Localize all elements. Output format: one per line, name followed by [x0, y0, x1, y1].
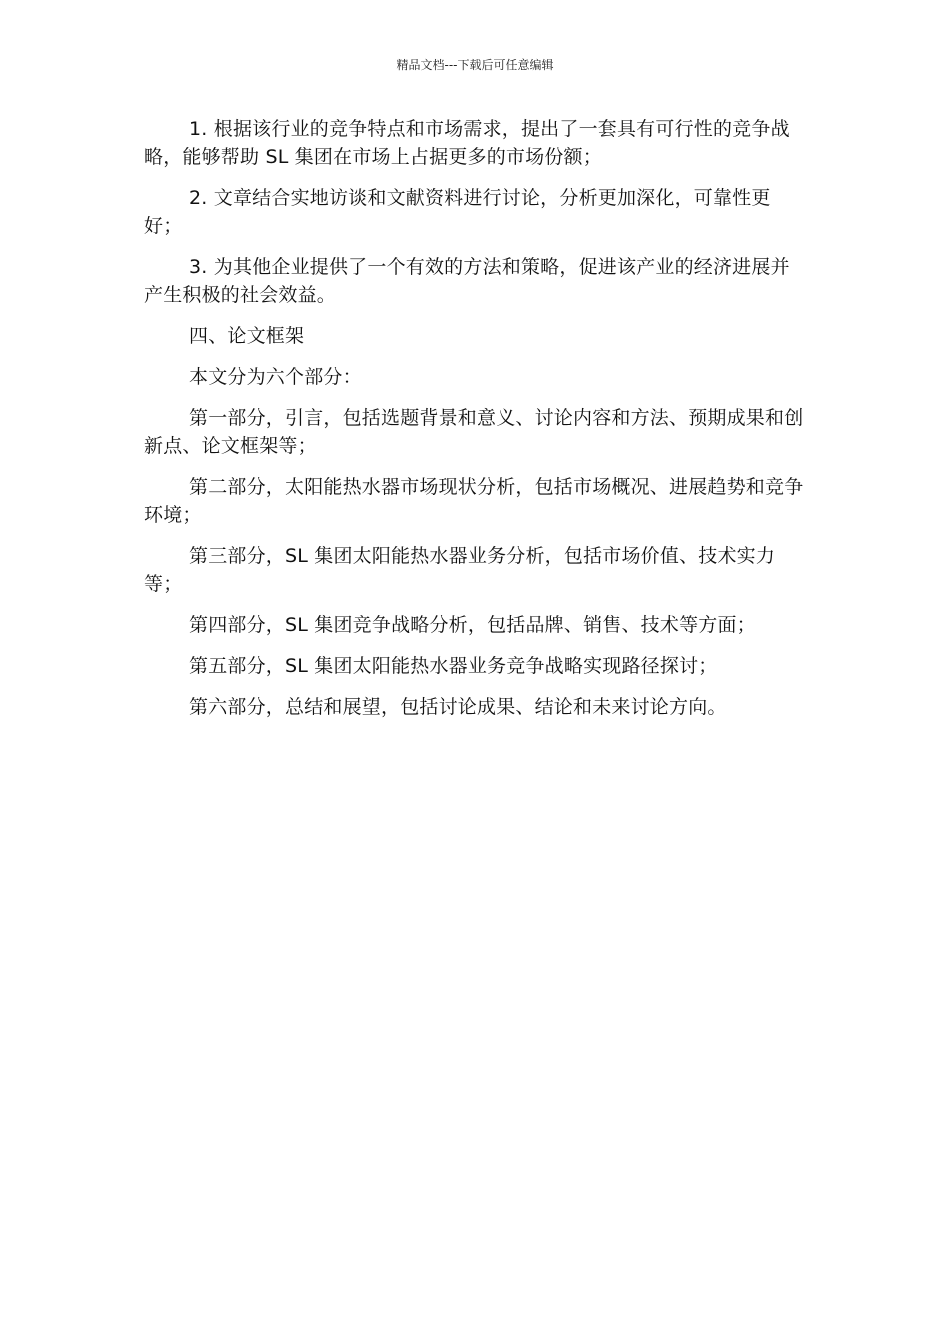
page-header: 精品文档---下载后可任意编辑 — [396, 58, 554, 72]
section-heading: 四、论文框架 — [189, 325, 305, 347]
document-body — [144, 115, 804, 734]
paragraph-part-1: 第一部分，引言，包括选题背景和意义、讨论内容和方法、预期成果和创新点、论文框架等； — [144, 407, 804, 457]
paragraph-item-3: 3. 为其他企业提供了一个有效的方法和策略，促进该产业的经济进展并产生积极的社会效益。 — [144, 256, 790, 306]
paragraph-part-3: 第三部分，SL 集团太阳能热水器业务分析，包括市场价值、技术实力等； — [144, 545, 776, 595]
paragraph-intro: 本文分为六个部分： — [189, 366, 362, 388]
paragraph-item-1: 1. 根据该行业的竞争特点和市场需求，提出了一套具有可行性的竞争战略，能够帮助 SL 集团在市场上占据更多的市场份额； — [144, 118, 790, 168]
paragraph-item-2: 2. 文章结合实地访谈和文献资料进行讨论，分析更加深化，可靠性更好； — [144, 187, 771, 237]
paragraph-part-5: 第五部分，SL 集团太阳能热水器业务竞争战略实现路径探讨； — [189, 655, 718, 677]
paragraph-part-4: 第四部分，SL 集团竞争战略分析，包括品牌、销售、技术等方面； — [189, 614, 756, 636]
paragraph-part-2: 第二部分，太阳能热水器市场现状分析，包括市场概况、进展趋势和竞争环境； — [144, 476, 804, 526]
paragraph-part-6: 第六部分，总结和展望，包括讨论成果、结论和未来讨论方向。 — [189, 696, 727, 718]
